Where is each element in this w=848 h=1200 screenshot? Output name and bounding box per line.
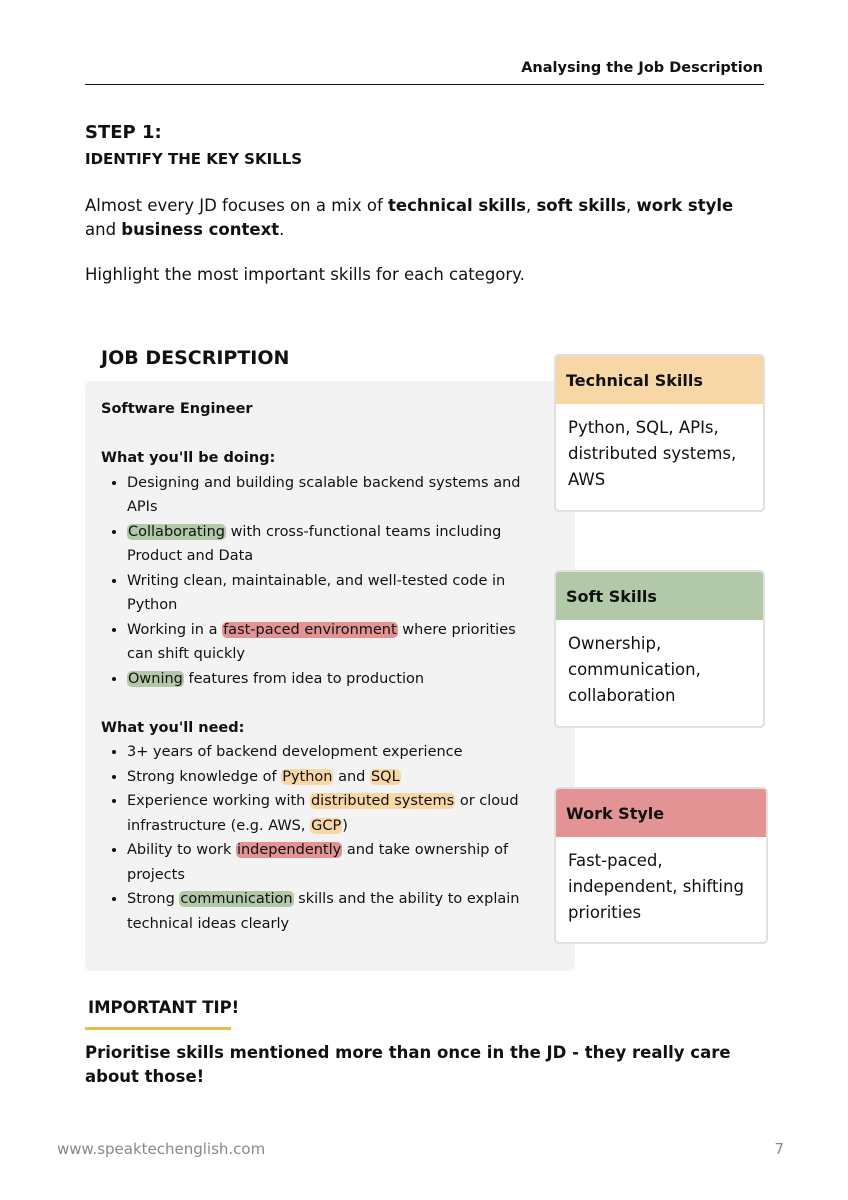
job-description-heading: JOB DESCRIPTION [101,347,290,369]
soft-skills-card [554,570,765,728]
need-section-label: What you'll need: [101,719,245,736]
work-style-card-body: Fast-paced, independent, shifting priorities [568,851,744,922]
footer-url: www.speaktechenglish.com [57,1140,266,1158]
list-item [127,618,541,667]
list-item-text: ) [342,817,348,834]
work-style-card-title: Work Style [556,789,766,837]
intro-emphasis-technical: technical skills [388,196,526,215]
doing-section-label: What you'll be doing: [101,450,276,466]
highlight-work: fast-paced environment [223,621,397,638]
tip-text: Prioritise skills mentioned more than once in the JD - they really care about those! [85,1043,731,1086]
list-item [127,789,541,838]
list-item-text: Designing and building scalable backend systems and APIs [127,474,521,515]
list-item-text: with cross-functional teams including Product and Data [127,523,502,564]
instruction-text: Highlight the most important skills for each category. [85,265,525,284]
intro-emphasis-soft: soft skills [536,196,626,215]
job-role-title: Software Engineer [101,401,253,417]
intro-separator: and [85,220,122,239]
tip-title: IMPORTANT TIP! [88,998,240,1017]
page-header-title: Analysing the Job Description [521,60,763,76]
highlight-soft: Collaborating [128,523,225,540]
highlight-technical: GCP [311,817,342,834]
page-number: 7 [774,1140,784,1158]
list-item-text: and [333,768,370,785]
list-item-text: Experience working with [127,793,310,809]
highlight-soft: communication [180,891,293,907]
list-item-text: where priorities can shift quickly [127,621,516,662]
list-item-text: features from idea to production [183,670,425,687]
tip-underline [85,1027,231,1030]
list-item [127,667,541,692]
highlight-technical: SQL [370,768,400,785]
list-item [127,569,541,618]
list-item-text: and take ownership of projects [127,842,509,883]
intro-separator: , [626,196,637,215]
need-list [101,740,541,936]
intro-emphasis-business: business context [121,220,280,239]
list-item-text: Strong [127,891,180,907]
list-item-text: or cloud infrastructure (e.g. AWS, [127,793,519,834]
soft-skills-card-body: Ownership, communication, collaboration [568,634,701,705]
step-subtitle: IDENTIFY THE KEY SKILLS [85,150,303,168]
technical-skills-card-body: Python, SQL, APIs, distributed systems, AWS [568,418,737,489]
list-item-text: Strong knowledge of [127,768,282,785]
list-item-text: Working in a [127,621,223,638]
highlight-technical: distributed systems [310,793,455,809]
doing-list [101,471,541,692]
intro-text: Almost every JD focuses on a mix of [85,196,389,215]
intro-paragraph [85,194,765,242]
list-item [127,520,541,569]
intro-separator: , [525,196,537,215]
list-item [127,838,541,887]
header-divider [85,84,764,85]
job-description-content [101,397,541,936]
list-item [127,887,541,936]
work-style-card [554,787,768,944]
highlight-soft: Owning [128,670,183,687]
technical-skills-card-title: Technical Skills [556,356,763,404]
technical-skills-card [554,354,765,512]
list-item-text: Ability to work [127,842,236,858]
list-item [127,740,541,765]
step-title: STEP 1: [85,122,162,143]
highlight-work: independently [236,842,342,858]
list-item-text: Writing clean, maintainable, and well-tested code in Python [127,572,506,613]
list-item [127,765,541,790]
intro-emphasis-work: work style [636,196,734,215]
list-item-text: skills and the ability to explain technical ideas clearly [127,891,520,932]
soft-skills-card-title: Soft Skills [556,572,763,620]
highlight-technical: Python [282,768,333,785]
list-item [127,471,541,520]
list-item-text: 3+ years of backend development experience [127,744,463,760]
intro-end: . [279,220,285,239]
